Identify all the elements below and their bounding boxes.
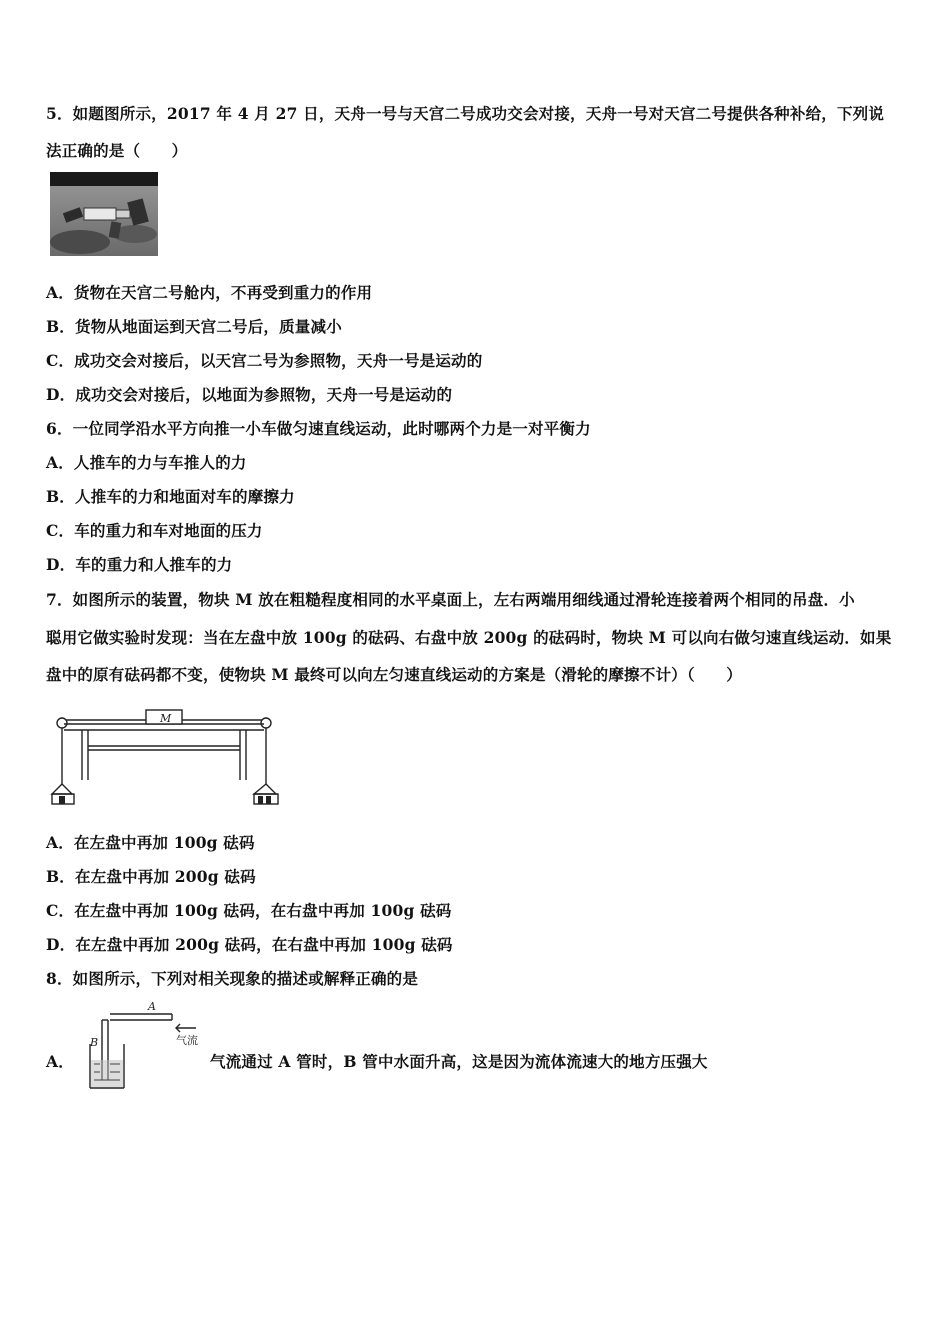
q7-stem-line-2: 聪用它做实验时发现：当在左盘中放 100g 的砝码、右盘中放 200g 的砝码时，物块 M 可以向右做匀速直线运动．如果 [46,628,892,647]
q6-stem: 6．一位同学沿水平方向推一小车做匀速直线运动，此时哪两个力是一对平衡力 [46,419,591,438]
q8-option-a-text: 气流通过 A 管时，B 管中水面升高，这是因为流体流速大的地方压强大 [210,1052,708,1071]
q5-stem-line-2: 法正确的是（ ） [46,141,188,160]
block-m-label: M [160,712,172,725]
airflow-label: 气流 [176,1034,198,1047]
q5-option-d: D．成功交会对接后，以地面为参照物，天舟一号是运动的 [46,385,453,404]
q7-option-d: D．在左盘中再加 200g 砝码，在右盘中再加 100g 砝码 [46,935,453,954]
q6-option-d: D．车的重力和人推车的力 [46,555,233,574]
q6-option-a: A．人推车的力与车推人的力 [46,453,247,472]
q7-option-b: B．在左盘中再加 200g 砝码 [46,867,256,886]
q6-option-b: B．人推车的力和地面对车的摩擦力 [46,487,295,506]
q7-stem-line-3: 盘中的原有砝码都不变，使物块 M 最终可以向左匀速直线运动的方案是（滑轮的摩擦不计）（ ） [46,665,742,684]
q5-option-c: C．成功交会对接后，以天宫二号为参照物，天舟一号是运动的 [46,351,483,370]
q5-stem-line-1: 5．如题图所示，2017 年 4 月 27 日，天舟一号与天宫二号成功交会对接，天舟一号对天宫二号提供各种补给，下列说 [46,104,885,123]
q5-option-b: B．货物从地面运到天宫二号后，质量减小 [46,317,342,336]
airflow-tube-diagram [80,994,210,1094]
q7-stem-line-1: 7．如图所示的装置，物块 M 放在粗糙程度相同的水平桌面上，左右两端用细线通过滑轮连接着两个相同的吊盘．小 [46,590,855,609]
space-station-photo [50,172,158,256]
q7-option-c: C．在左盘中再加 100g 砝码，在右盘中再加 100g 砝码 [46,901,452,920]
q5-option-a: A．货物在天宫二号舱内，不再受到重力的作用 [46,283,373,302]
q8-stem: 8．如图所示，下列对相关现象的描述或解释正确的是 [46,969,419,988]
q6-option-c: C．车的重力和车对地面的压力 [46,521,263,540]
q7-option-a: A．在左盘中再加 100g 砝码 [46,833,255,852]
tube-a-label: A [148,1000,156,1013]
q8-option-a-label: A． [46,1052,74,1071]
tube-b-label: B [90,1036,99,1049]
pulley-table-diagram [48,700,280,808]
